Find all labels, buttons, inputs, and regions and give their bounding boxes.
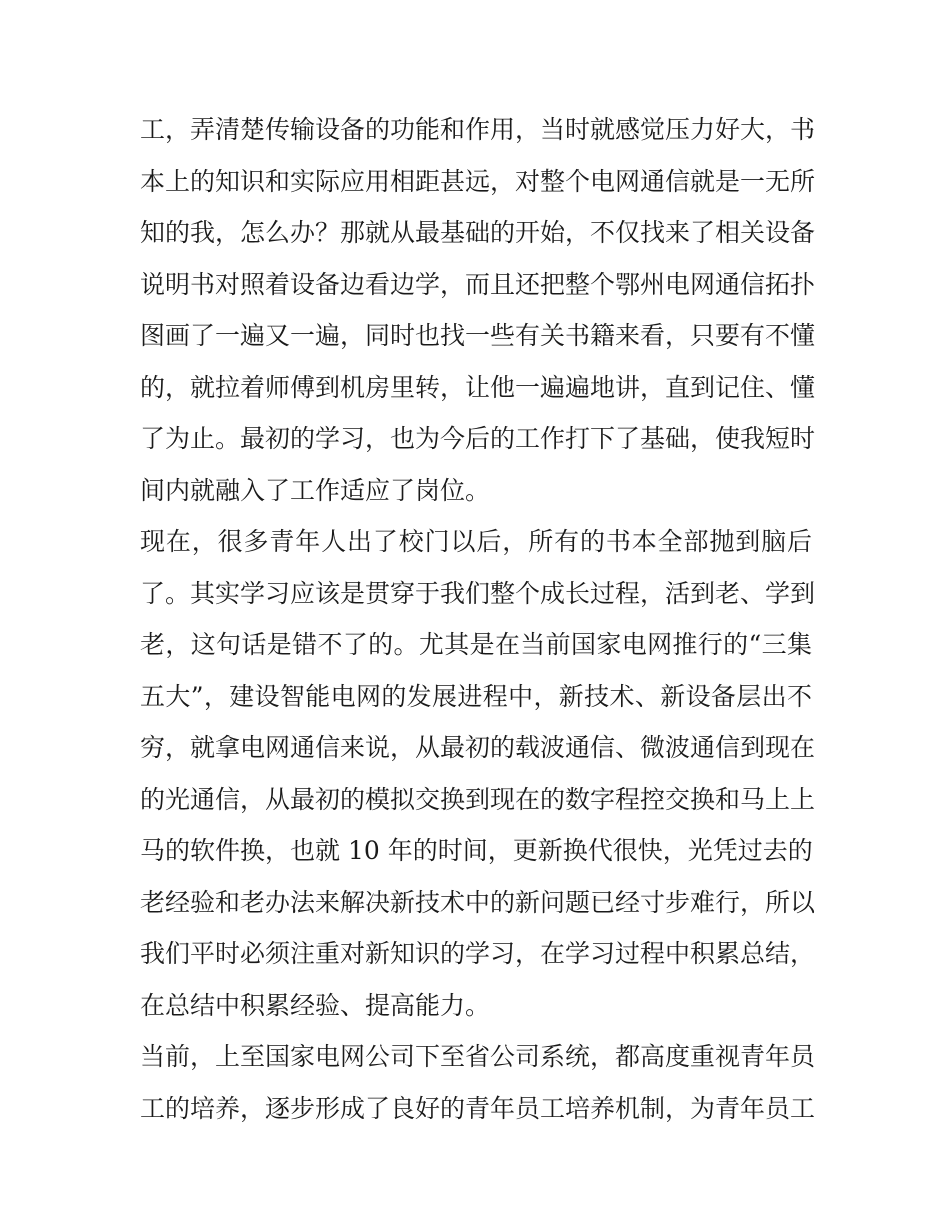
paragraph-line: 知的我，怎么办？那就从最基础的开始，不仅找来了相关设备 (140, 218, 816, 247)
paragraph-line: 图画了一遍又一遍，同时也找一些有关书籍来看，只要有不懂 (140, 321, 816, 350)
paragraph-line: 本上的知识和实际应用相距甚远，对整个电网通信就是一无所 (140, 166, 816, 196)
paragraph-line: 的，就拉着师傅到机房里转，让他一遍遍地讲，直到记住、懂 (140, 372, 816, 402)
paragraph-line: 老经验和老办法来解决新技术中的新问题已经寸步难行，所以 (140, 887, 816, 917)
paragraph-1 (140, 104, 816, 516)
paragraph-line: 马的软件换，也就 10 年的时间，更新换代很快，光凭过去的 (140, 836, 813, 865)
paragraph-line: 工的培养，逐步形成了良好的青年员工培养机制，为青年员工 (140, 1093, 816, 1123)
paragraph-line: 五大”，建设智能电网的发展进程中，新技术、新设备层出不 (140, 681, 812, 711)
paragraph-3 (140, 1031, 816, 1134)
paragraph-line: 说明书对照着设备边看边学，而且还把整个鄂州电网通信拓扑 (140, 269, 816, 299)
paragraph-line: 穷，就拿电网通信来说，从最初的载波通信、微波通信到现在 (140, 733, 816, 762)
paragraph-line: 在总结中积累经验、提高能力。 (140, 990, 491, 1020)
paragraph-line: 我们平时必须注重对新知识的学习，在学习过程中积累总结， (140, 939, 816, 968)
paragraph-line: 现在，很多青年人出了校门以后，所有的书本全部抛到脑后 (140, 527, 812, 556)
paragraph-line: 了为止。最初的学习，也为今后的工作打下了基础，使我短时 (140, 424, 816, 453)
paragraph-line: 了。其实学习应该是贯穿于我们整个成长过程，活到老、学到 (140, 578, 816, 608)
document-body (140, 104, 816, 1134)
paragraph-line: 间内就融入了工作适应了岗位。 (140, 475, 491, 505)
paragraph-line: 当前，上至国家电网公司下至省公司系统，都高度重视青年员 (140, 1042, 816, 1071)
paragraph-line: 工，弄清楚传输设备的功能和作用，当时就感觉压力好大，书 (140, 115, 816, 144)
paragraph-2 (140, 516, 816, 1031)
paragraph-line: 老，这句话是错不了的。尤其是在当前国家电网推行的“三集 (140, 630, 812, 659)
paragraph-line: 的光通信，从最初的模拟交换到现在的数字程控交换和马上上 (140, 784, 816, 814)
